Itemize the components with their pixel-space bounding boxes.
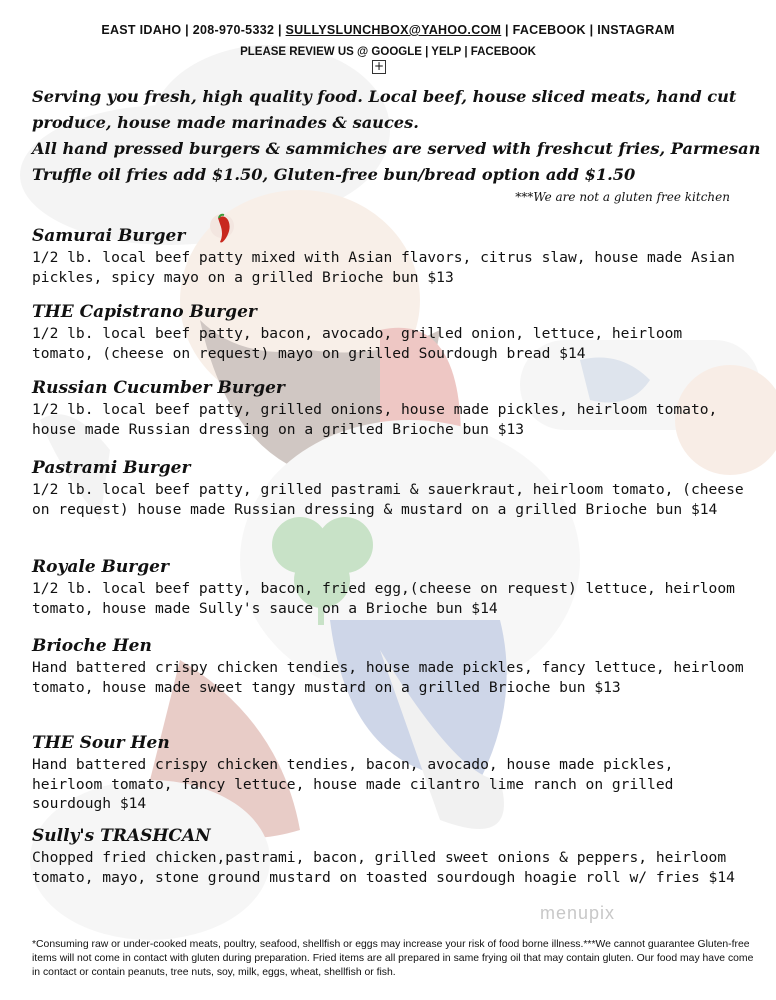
phone-number[interactable]: 208-970-5332 (192, 23, 275, 37)
email-link[interactable]: SULLYSLUNCHBOX@YAHOO.COM (285, 23, 502, 37)
watermark-text: menupix (540, 903, 616, 923)
menu-item-description: Chopped fried chicken,pastrami, bacon, grilled sweet onions & peppers, heirloom tomato, mayo, stone ground mustard on toasted sourdough hoagie roll w/ fries $14 (32, 849, 735, 886)
menu-item-title: Samurai Burger (32, 226, 186, 246)
menu-item-description: 1/2 lb. local beef patty, grilled pastrami & sauerkraut, heirloom tomato, (cheese on request) house made Russian dressing & mustard on a grilled Brioche bun $14 (32, 481, 744, 518)
menu-item (32, 300, 744, 363)
contact-separator: | (501, 23, 513, 37)
menu-item-title: THE Capistrano Burger (32, 302, 257, 322)
menu-item (32, 731, 744, 814)
menu-item (32, 824, 744, 887)
gluten-note: ***We are not a gluten free kitchen (515, 190, 730, 204)
menu-item-title: Sully's TRASHCAN (32, 826, 211, 846)
menu-item-title: THE Sour Hen (32, 733, 170, 753)
menu-item-description: 1/2 lb. local beef patty, bacon, avocado, grilled onion, lettuce, heirloom tomato, (cheese on request) mayo on grilled Sourdough bread $14 (32, 325, 683, 362)
contact-separator: | (274, 23, 286, 37)
intro-line-2: All hand pressed burgers & sammiches are served with freshcut fries, Parmesan Truffle oil fries add $1.50, Gluten-free bun/bread option add $1.50 (32, 139, 761, 184)
menu-item-description: 1/2 lb. local beef patty mixed with Asian flavors, citrus slaw, house made Asian pickles, spicy mayo on a grilled Brioche bun $13 (32, 249, 735, 286)
menu-item (32, 456, 744, 519)
contact-separator: | (181, 23, 193, 37)
menu-item (32, 376, 744, 439)
disclaimer-text: *Consuming raw or under-cooked meats, poultry, seafood, shellfish or eggs may increase your risk of food borne illness.***We cannot guarantee Gluten-free items will not come in contact with gluten during preparation. Fried items are all prepared in same frying oil that may contain gluten. Our food may have come in contact or contain peanuts, tree nuts, soy, milk, eggs, wheat, shellfish or fish. (32, 939, 754, 978)
menu-item-title: Russian Cucumber Burger (32, 378, 285, 398)
menu-item (32, 634, 744, 697)
intro-text (32, 84, 762, 188)
contact-separator: | (585, 23, 598, 37)
review-request: PLEASE REVIEW US @ GOOGLE | YELP | FACEBOOK (240, 46, 536, 58)
menu-item-description: Hand battered crispy chicken tendies, house made pickles, fancy lettuce, heirloom tomato, house made sweet tangy mustard on a grilled Brioche bun $13 (32, 659, 744, 696)
intro-line-1: Serving you fresh, high quality food. Local beef, house sliced meats, hand cut produce, house made marinades & sauces. (32, 87, 737, 132)
contact-bar (0, 23, 776, 37)
region-label: EAST IDAHO (101, 23, 182, 37)
plus-box-icon: + (373, 59, 385, 73)
facebook-link[interactable]: FACEBOOK (512, 23, 586, 37)
menu-item (32, 224, 744, 287)
menu-item-description: 1/2 lb. local beef patty, bacon, fried egg,(cheese on request) lettuce, heirloom tomato, house made Sully's sauce on a Brioche bun $14 (32, 580, 735, 617)
menu-item (32, 555, 744, 618)
instagram-link[interactable]: INSTAGRAM (597, 23, 675, 37)
menu-item-description: 1/2 lb. local beef patty, grilled onions, house made pickles, heirloom tomato, house made Russian dressing on a grilled Brioche bun $13 (32, 401, 718, 438)
menu-item-title: Royale Burger (32, 557, 169, 577)
menu-item-title: Pastrami Burger (32, 458, 191, 478)
menu-item-description: Hand battered crispy chicken tendies, bacon, avocado, house made pickles, heirloom tomato, fancy lettuce, house made cilantro lime ranch on grilled sourdough $14 (32, 756, 674, 812)
menu-item-title: Brioche Hen (32, 636, 152, 656)
